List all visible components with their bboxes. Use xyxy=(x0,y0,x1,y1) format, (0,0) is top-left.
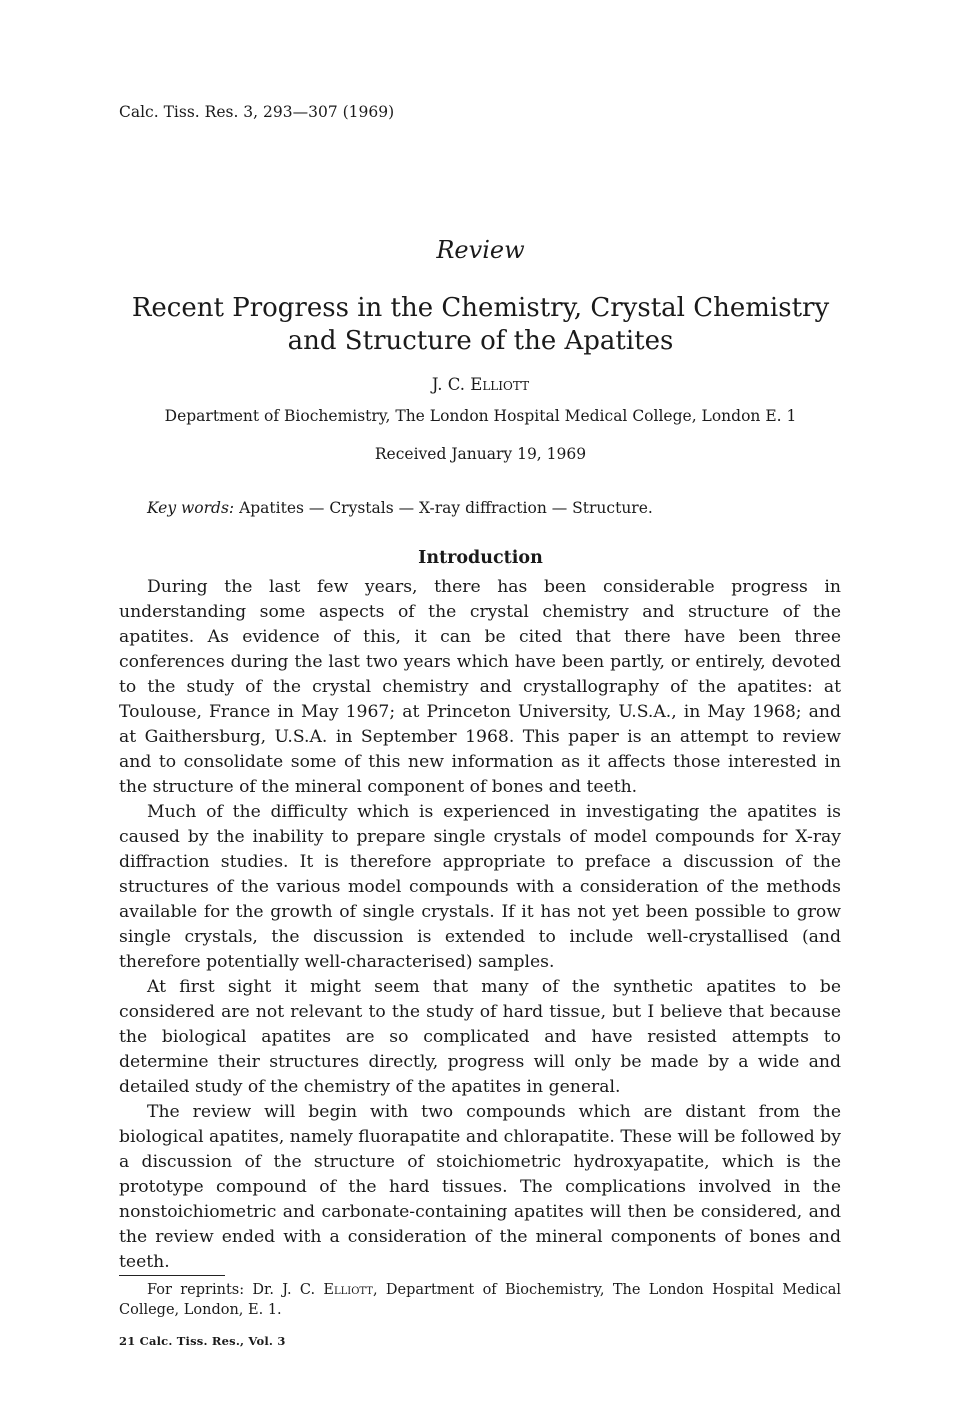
author-initials: J. C. xyxy=(431,375,471,394)
section-heading: Introduction xyxy=(418,548,543,568)
keywords-text: Apatites — Crystals — X-ray diffraction — Structure. xyxy=(234,499,653,517)
paragraph: During the last few years, there has been considerable progress in understanding some aspects of the crystal chemistry and structure of the apatites. As evidence of this, it can be cited that there have been three conferences during the last two years which have been partly, or entirely, devoted to the study of the crystal chemistry and crystallography of the apatites: at Toulouse, France in May 1967; at Princeton University, U.S.A., in May 1968; and at Gaithersburg, U.S.A. in September 1968. This paper is an attempt to review and to consolidate some of this new information as it affects those interested in the structure of the mineral component of bones and teeth. xyxy=(119,577,841,797)
paragraph: The review will begin with two compounds which are distant from the biological apatites, namely fluorapatite and chlorapatite. These will be followed by a discussion of the structure of stoichiometric hydroxyapatite, which is the prototype compound of the hard tissues. The complications involved in the nonstoichiometric and carbonate-containing apatites will then be considered, and the review ended with a consideration of the mineral components of bones and teeth. xyxy=(119,1102,841,1272)
page-signature: 21 Calc. Tiss. Res., Vol. 3 xyxy=(119,1334,286,1348)
received-date: Received January 19, 1969 xyxy=(374,445,587,463)
introduction-body xyxy=(119,575,841,1275)
keywords-label: Key words: xyxy=(147,499,235,517)
author-name xyxy=(0,375,961,394)
author-surname: Elliott xyxy=(470,375,530,394)
article-title xyxy=(120,292,841,358)
footnote-prefix: For reprints: Dr. J. C. xyxy=(147,1282,324,1298)
footnote-name: Elliott xyxy=(323,1282,373,1298)
footnote-rule xyxy=(119,1275,225,1276)
paragraph: Much of the difficulty which is experienced in investigating the apatites is caused by the inability to prepare single crystals of model compounds for X-ray diffraction studies. It is therefore appropriate to preface a discussion of the structures of the various model compounds with a consideration of the methods available for the growth of single crystals. If it has not yet been possible to grow single crystals, the discussion is extended to include well-crystallised (and therefore potentially well-characterised) samples. xyxy=(119,802,841,972)
footnote xyxy=(119,1280,841,1320)
keywords xyxy=(147,499,653,517)
section-label: Review xyxy=(436,236,525,264)
paragraph: At first sight it might seem that many of the synthetic apatites to be considered are not relevant to the study of hard tissue, but I believe that because the biological apatites are so complicated and have resisted attempts to determine their structures directly, progress will only be made by a wide and detailed study of the chemistry of the apatites in general. xyxy=(119,977,841,1097)
affiliation: Department of Biochemistry, The London Hospital Medical College, London E. 1 xyxy=(164,407,797,425)
journal-citation: Calc. Tiss. Res. 3, 293—307 (1969) xyxy=(119,103,395,121)
footnote-suffix: , Department of Biochemistry, The London Hospital Medical College, London, E. 1. xyxy=(119,1282,841,1318)
title-line-2: and Structure of the Apatites xyxy=(287,326,674,356)
title-line-1: Recent Progress in the Chemistry, Crystal Chemistry xyxy=(131,293,830,323)
